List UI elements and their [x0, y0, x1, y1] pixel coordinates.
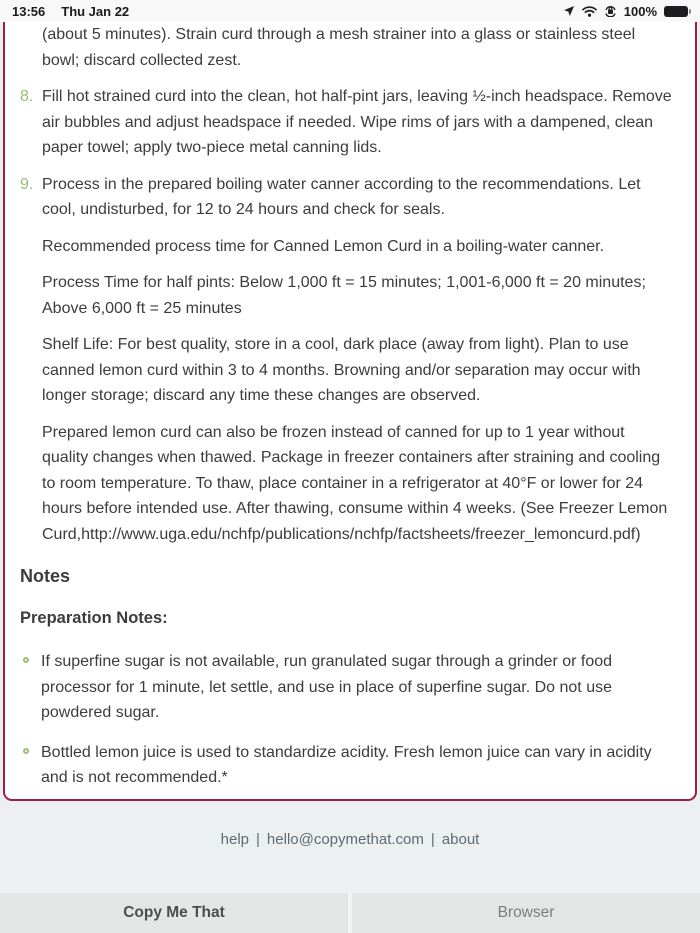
- location-arrow-icon: [563, 5, 575, 17]
- help-link[interactable]: help: [220, 831, 250, 848]
- step-number: 8.: [20, 88, 34, 105]
- contact-email-link[interactable]: hello@copymethat.com: [266, 831, 424, 848]
- battery-icon: [664, 6, 688, 17]
- step-text: Process in the prepared boiling water canner according to the recommendations. Let cool, undisturbed, for 12 to 24 hours and check for seals.: [42, 175, 641, 218]
- freezing-paragraph: Prepared lemon curd can also be frozen instead of canned for up to 1 year without quality changes when thawed. Package in freezer containers after straining and cooling to room temperature. To thaw, place container in a refrigerator at 40°F or lower for 24 hours before intended use. After thawing, consume within 4 weeks. (See Freezer Lemon Curd,http://www.uga.edu/nchfp/publications/nchfp/factsheets/freezer_lemoncurd.pdf): [42, 423, 668, 543]
- status-bar-left: [12, 4, 129, 19]
- footer-separator: |: [256, 831, 260, 848]
- bottom-tab-bar: [0, 893, 700, 933]
- prep-note-text: Bottled lemon juice is used to standardize acidity. Fresh lemon juice can vary in acidity and is not recommended.*: [41, 743, 652, 786]
- recipe-step-8: [20, 84, 675, 161]
- status-date: Thu Jan 22: [61, 3, 130, 19]
- step-number: 9.: [20, 175, 34, 193]
- prep-note-item: [20, 649, 675, 726]
- process-time-intro: Recommended process time for Canned Lemon Curd in a boiling-water canner.: [42, 237, 605, 255]
- tab-browser[interactable]: Browser: [497, 904, 555, 921]
- footer-links: [0, 831, 700, 848]
- preparation-notes-heading: Preparation Notes:: [20, 608, 168, 627]
- wifi-icon: [582, 6, 597, 17]
- about-link[interactable]: about: [441, 831, 480, 848]
- prep-note-text: If superfine sugar is not available, run granulated sugar through a grinder or food processor for 1 minute, let settle, and use in place of superfine sugar. Do not use powdered sugar.: [41, 653, 613, 721]
- notes-heading: Notes: [20, 566, 71, 586]
- step-text: Fill hot strained curd into the clean, hot half-pint jars, leaving ½-inch headspace. Remove air bubbles and adjust headspace if needed. Wipe rims of jars with a dampened, clean paper towel; apply two-piece metal canning lids.: [42, 88, 672, 156]
- preparation-notes-list: [20, 649, 675, 801]
- prep-note-item: [20, 740, 675, 791]
- status-bar-right: [563, 4, 688, 19]
- process-time-detail: Process Time for half pints: Below 1,000 ft = 15 minutes; 1,001-6,000 ft = 20 minutes; Above 6,000 ft = 25 minutes: [42, 274, 646, 317]
- status-time: 13:56: [12, 3, 46, 19]
- recipe-step-9: [20, 172, 675, 223]
- step-continued-text: (about 5 minutes). Strain curd through a mesh strainer into a glass or stainless steel bowl; discard collected zest.: [42, 26, 636, 69]
- footer-separator: |: [430, 831, 435, 848]
- orientation-lock-icon: [604, 5, 617, 17]
- status-bar: [0, 0, 700, 22]
- battery-percent: 100%: [623, 3, 657, 19]
- recipe-card: [3, 22, 697, 801]
- bullet-circle-icon: [23, 657, 29, 663]
- bullet-circle-icon: [23, 748, 29, 754]
- tab-copy-me-that[interactable]: Copy Me That: [123, 904, 225, 921]
- shelf-life-paragraph: Shelf Life: For best quality, store in a cool, dark place (away from light). Plan to use canned lemon curd within 3 to 4 months. Browning and/or separation may occur with longer storage; discard any time these changes are observed.: [42, 336, 641, 404]
